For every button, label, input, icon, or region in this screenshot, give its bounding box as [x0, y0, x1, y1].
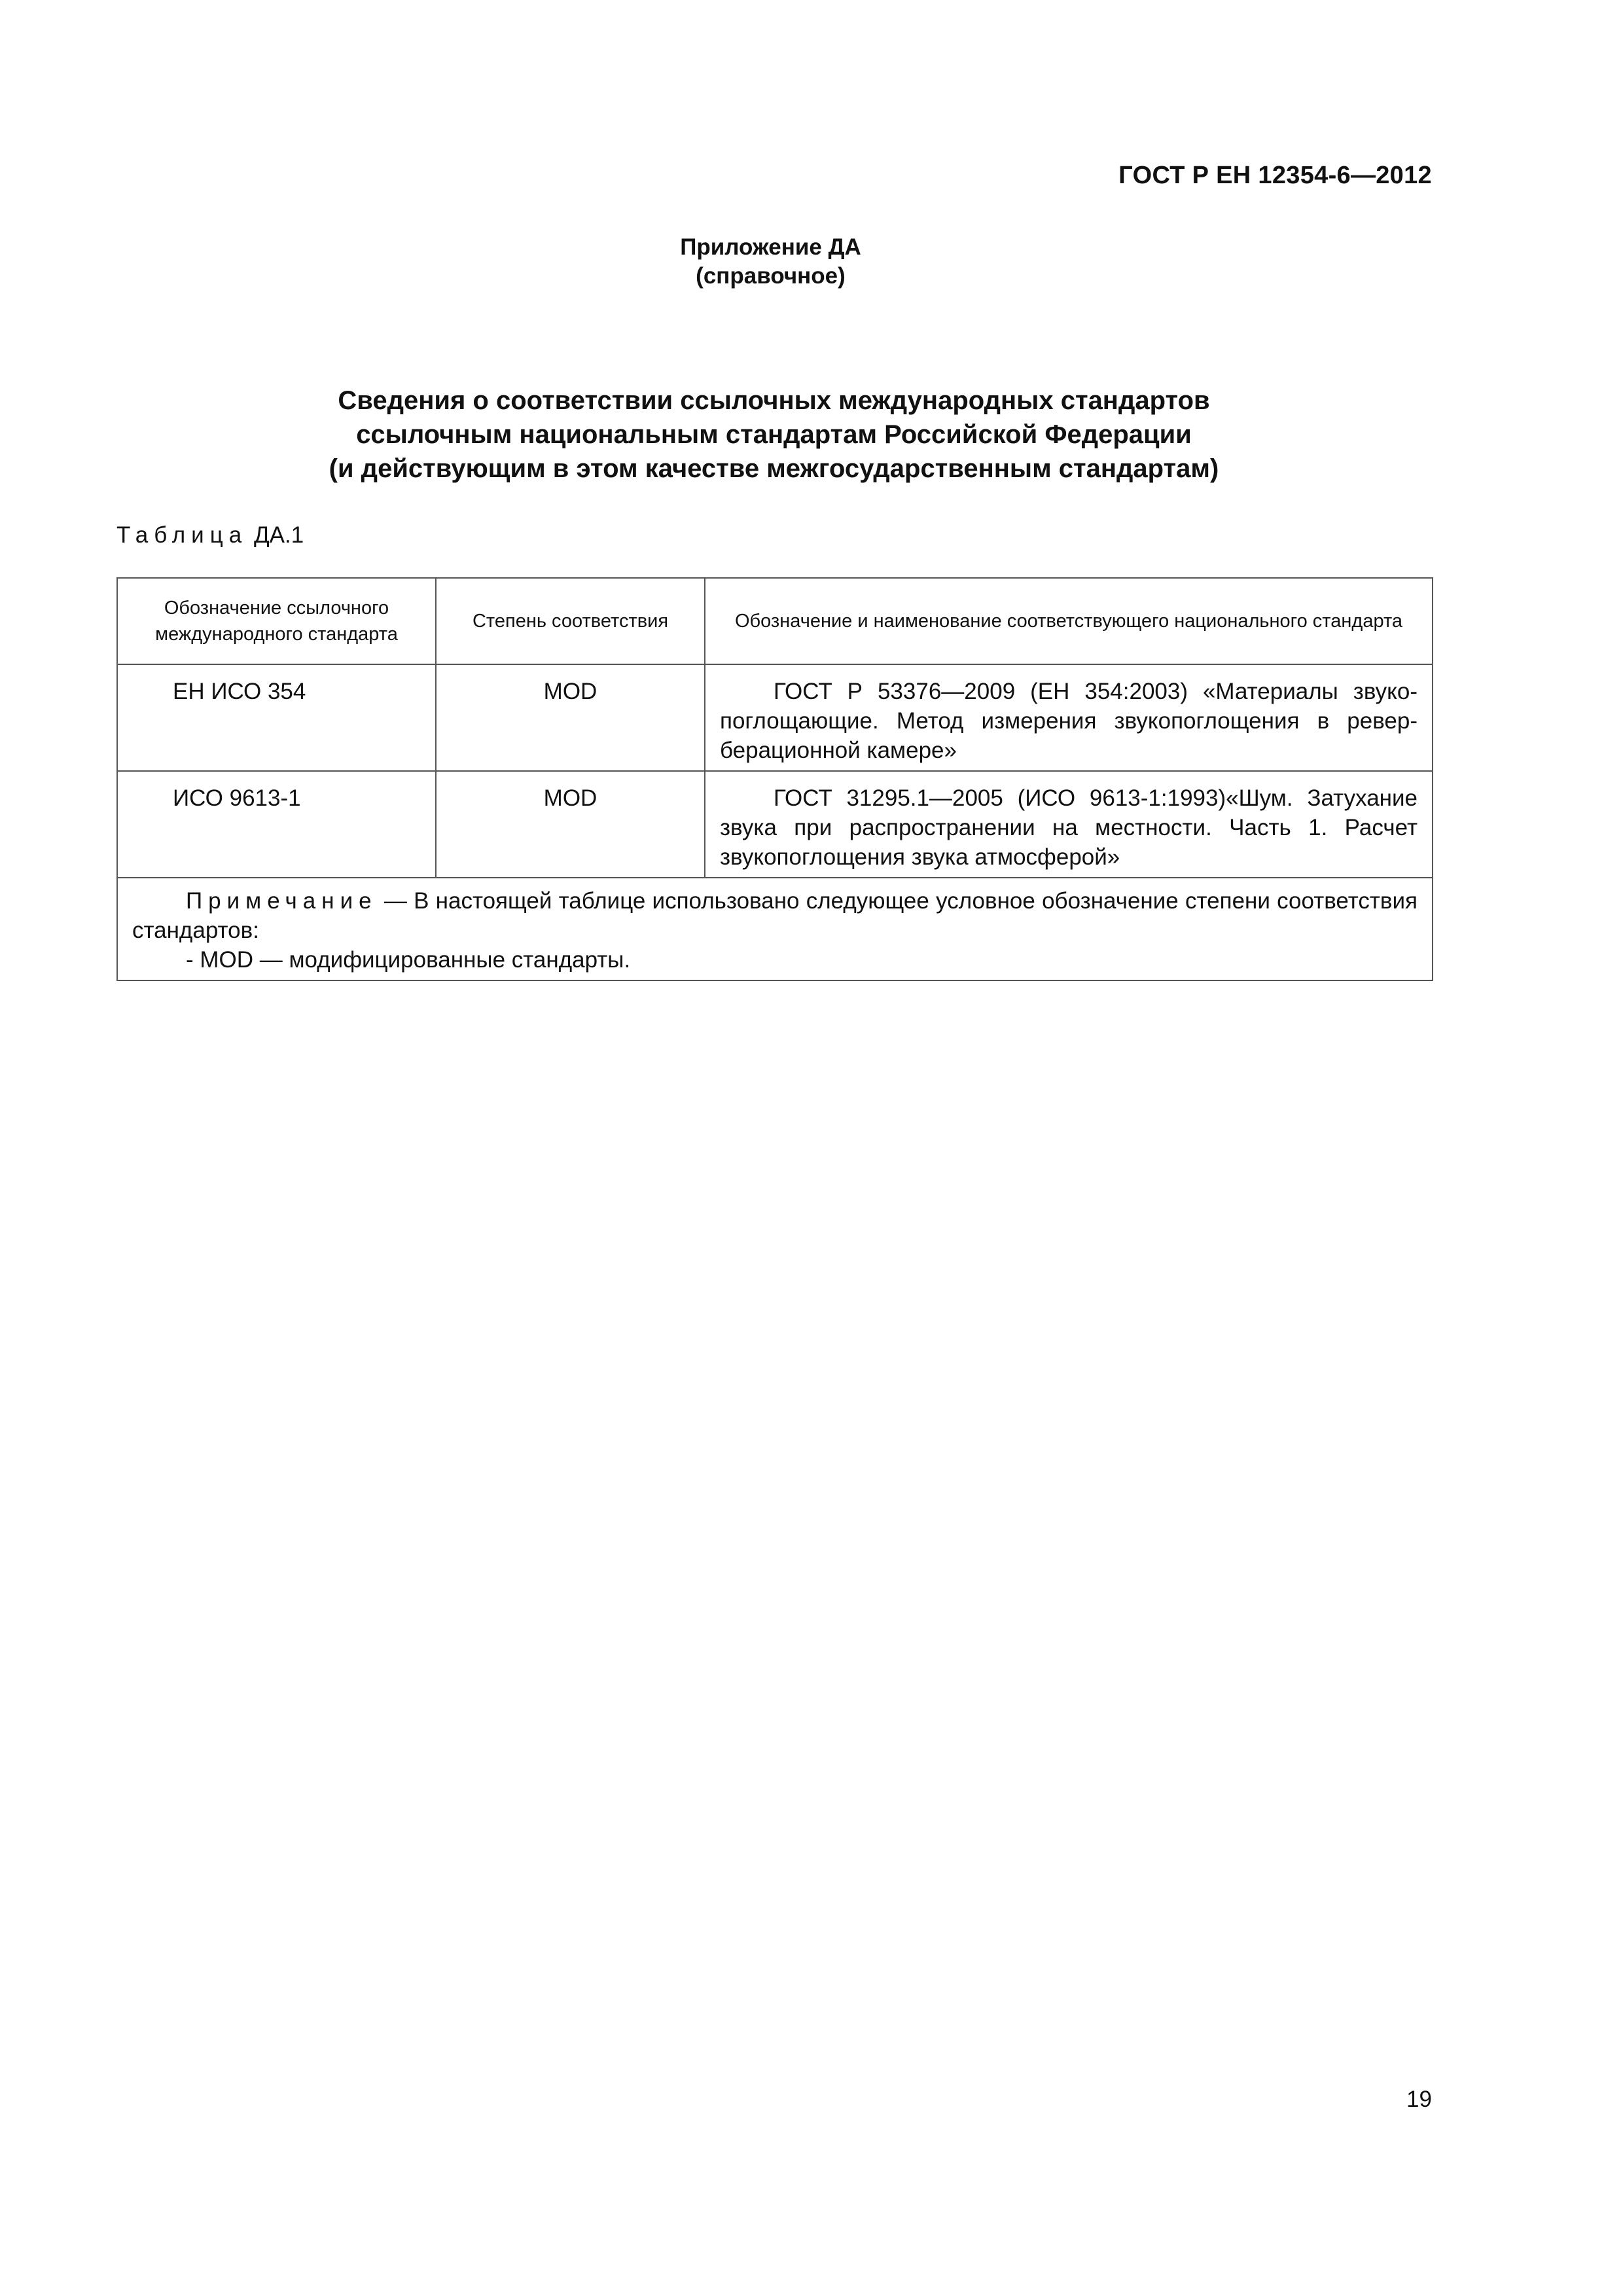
- page-number: 19: [1406, 2087, 1432, 2112]
- note-paragraph: [132, 886, 1418, 945]
- document-number: ГОСТ Р ЕН 12354-6—2012: [1118, 162, 1432, 189]
- section-title-line-1: Сведения о соответствии ссылочных международных стандартов: [338, 386, 1210, 415]
- note-text: — В настоящей таблице использовано следующее условное обозначение степени соответствия стандартов:: [132, 888, 1418, 943]
- table-caption: [116, 522, 304, 548]
- cell-degree: MOD: [436, 771, 705, 878]
- appendix-heading: [0, 233, 1541, 291]
- section-title: [0, 384, 1548, 486]
- column-header-degree: Степень соответствия: [436, 578, 705, 664]
- table-note: [117, 878, 1433, 980]
- standards-correspondence-table: [116, 577, 1433, 981]
- table-note-row: [117, 878, 1433, 980]
- cell-reference-standard: ИСО 9613-1: [117, 771, 436, 878]
- appendix-title: Приложение ДА: [680, 234, 861, 260]
- section-title-line-2: ссылочным национальным стандартам Российской Федерации: [356, 420, 1192, 449]
- column-header-reference-standard: Обозначение ссылочного международного стандарта: [117, 578, 436, 664]
- table-row: [117, 771, 1433, 878]
- appendix-subtitle: (справочное): [696, 263, 846, 289]
- table-caption-number: ДА.1: [253, 522, 304, 548]
- cell-degree: MOD: [436, 664, 705, 771]
- note-list-item: - MOD — модифицированные стандарты.: [186, 947, 631, 973]
- cell-national-standard: ГОСТ Р 53376—2009 (ЕН 354:2003) «Материалы звукопоглощающие. Метод измерения звукопоглощения в реверберационной камере»: [705, 664, 1433, 771]
- column-header-national-standard: Обозначение и наименование соответствующего национального стандарта: [705, 578, 1433, 664]
- cell-reference-standard: ЕН ИСО 354: [117, 664, 436, 771]
- section-title-line-3: (и действующим в этом качестве межгосударственным стандартам): [329, 454, 1219, 483]
- table-row: [117, 664, 1433, 771]
- table-caption-word: Таблица: [116, 522, 248, 548]
- cell-national-standard: ГОСТ 31295.1—2005 (ИСО 9613-1:1993)«Шум. Затухание звука при распространении на местности. Часть 1. Расчет звукопоглощения звука атмосферой»: [705, 771, 1433, 878]
- note-label: Примечание: [186, 888, 378, 914]
- table-header-row: [117, 578, 1433, 664]
